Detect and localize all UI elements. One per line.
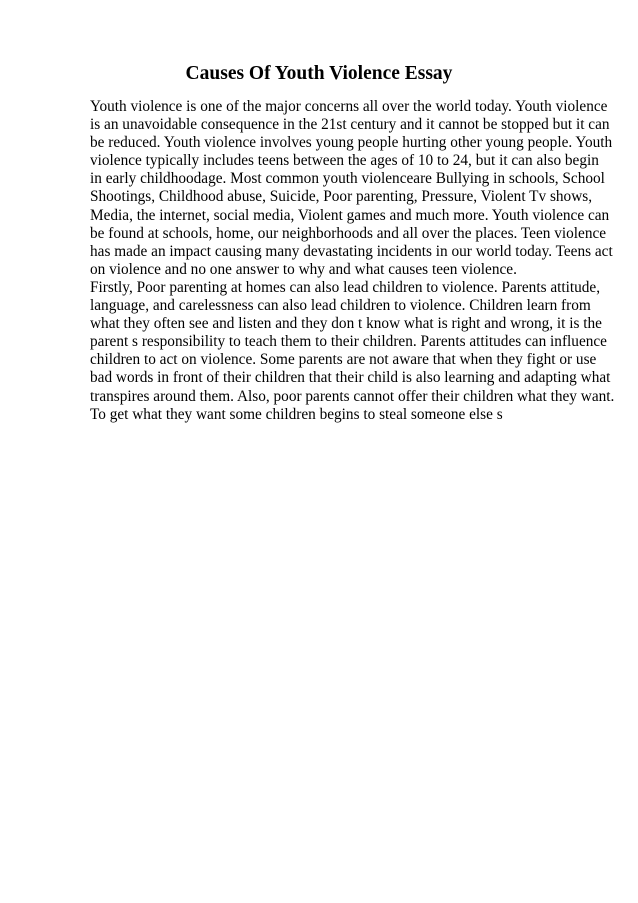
- essay-line: To get what they want some children begins to steal someone else s: [90, 405, 503, 423]
- essay-line: violence typically includes teens between the ages of 10 to 24, but it can also begin: [90, 152, 599, 170]
- essay-line: Media, the internet, social media, Violent games and much more. Youth violence can: [90, 206, 610, 224]
- essay-line: on violence and no one answer to why and what causes teen violence.: [90, 260, 517, 278]
- essay-line: parent s responsibility to teach them to their children. Parents attitudes can influence: [90, 333, 607, 351]
- essay-line: has made an impact causing many devastating incidents in our world today. Teens act: [90, 242, 613, 260]
- essay-line: children to act on violence. Some parents are not aware that when they fight or use: [90, 351, 597, 369]
- document-title: Causes Of Youth Violence Essay: [185, 63, 453, 84]
- essay-line: be reduced. Youth violence involves young people hurting other young people. Youth: [90, 134, 613, 152]
- essay-line: bad words in front of their children that their child is also learning and adapting what: [90, 369, 611, 387]
- essay-line: in early childhoodage. Most common youth violenceare Bullying in schools, School: [90, 170, 605, 188]
- essay-line: be found at schools, home, our neighborhoods and all over the places. Teen violence: [90, 224, 607, 242]
- essay-line: language, and carelessness can also lead children to violence. Children learn from: [90, 297, 591, 315]
- essay-line: is an unavoidable consequence in the 21st century and it cannot be stopped but it can: [90, 116, 610, 134]
- essay-line: Firstly, Poor parenting at homes can also lead children to violence. Parents attitude,: [90, 278, 601, 296]
- essay-body: [90, 98, 615, 424]
- essay-line: what they often see and listen and they don t know what is right and wrong, it is the: [90, 315, 602, 333]
- essay-line: Shootings, Childhood abuse, Suicide, Poor parenting, Pressure, Violent Tv shows,: [90, 188, 593, 206]
- essay-line: Youth violence is one of the major concerns all over the world today. Youth violence: [90, 98, 608, 115]
- essay-line: transpires around them. Also, poor parents cannot offer their children what they want.: [90, 387, 615, 405]
